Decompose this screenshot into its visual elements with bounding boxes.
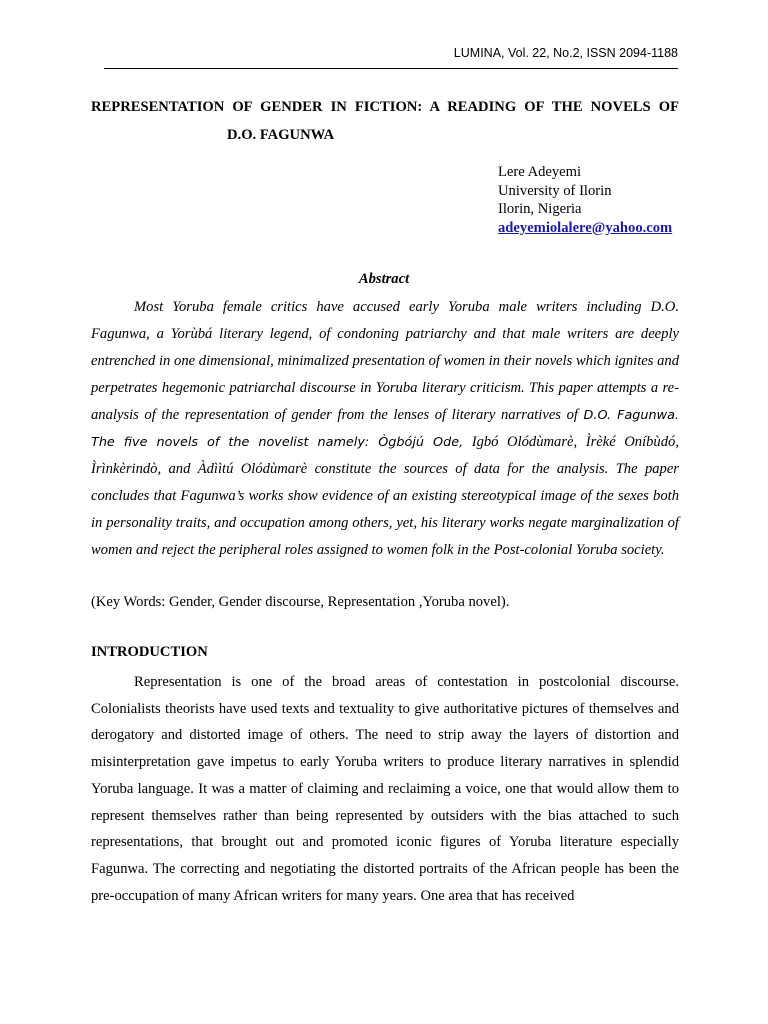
- author-name: Lere Adeyemi: [498, 164, 582, 180]
- header-rule: [104, 68, 678, 69]
- introduction-heading: INTRODUCTION: [91, 644, 208, 660]
- abstract-heading: Abstract: [358, 271, 410, 287]
- author-affiliation: University of Ilorin: [498, 182, 612, 199]
- author-block: [498, 163, 672, 237]
- journal-running-header: LUMINA, Vol. 22, No.2, ISSN 2094-1188: [453, 46, 678, 60]
- introduction-body: [91, 669, 679, 909]
- paper-title-line-1: REPRESENTATION OF GENDER IN FICTION: A READING OF THE NOVELS OF: [91, 99, 679, 115]
- introduction-paragraph: Representation is one of the broad areas of contestation in postcolonial discourse. Colonialists theorists have used texts and textuality to give authoritative pictures of themselves and derogatory and distorted image of others. The need to strip away the layers of distortion and misinterpretation gave impetus to early Yoruba writers to produce literary narratives in splendid Yoruba language. It was a matter of claiming and reclaiming a voice, one that would allow them to represent themselves rather than being represented by outsiders with the bias attached to such representations, that brought out and promoted iconic figures of Yoruba literature especially Fagunwa. The correcting and negotiating the distorted portraits of the African people has been the pre-occupation of many African writers for many years. One area that has received: [91, 674, 679, 904]
- abstract-body: [91, 294, 679, 564]
- abstract-text-part-2: D.O. Fagunwa. The five novels of the novelist namely: Ògbójú Ode,: [91, 408, 679, 450]
- abstract-text-part-3: Igbó Olódùmarè, Ìrèké Oníbùdó, Ìrìnkèrindò, and Àdììtú Olódùmarè constitute the sources of data for the analysis. The paper concludes that Fagunwa’s works show evidence of an existing stereotypical image of the sexes both in personality traits, and occupation among others, yet, his literary works negate marginalization of women and reject the peripheral roles assigned to women folk in the Post-colonial Yoruba society.: [91, 434, 679, 558]
- author-location: Ilorin, Nigeria: [498, 201, 582, 217]
- paper-title: [91, 93, 679, 149]
- keywords: (Key Words: Gender, Gender discourse, Representation ,Yoruba novel).: [91, 594, 510, 610]
- paper-title-line-2: D.O. FAGUNWA: [227, 127, 335, 143]
- abstract-text-part-1: Most Yoruba female critics have accused early Yoruba male writers including D.O. Fagunwa, a Yorùbá literary legend, of condoning patriarchy and that male writers are deeply entrenched in one dimensional, minimalized presentation of women in their novels which ignites and perpetrates hegemonic patriarchal discourse in Yoruba literary criticism. This paper attempts a re-analysis of the representation of gender from the lenses of literary narratives of: [91, 299, 679, 423]
- author-email-link[interactable]: adeyemiolalere@yahoo.com: [498, 219, 673, 236]
- abstract-paragraph: [91, 294, 679, 564]
